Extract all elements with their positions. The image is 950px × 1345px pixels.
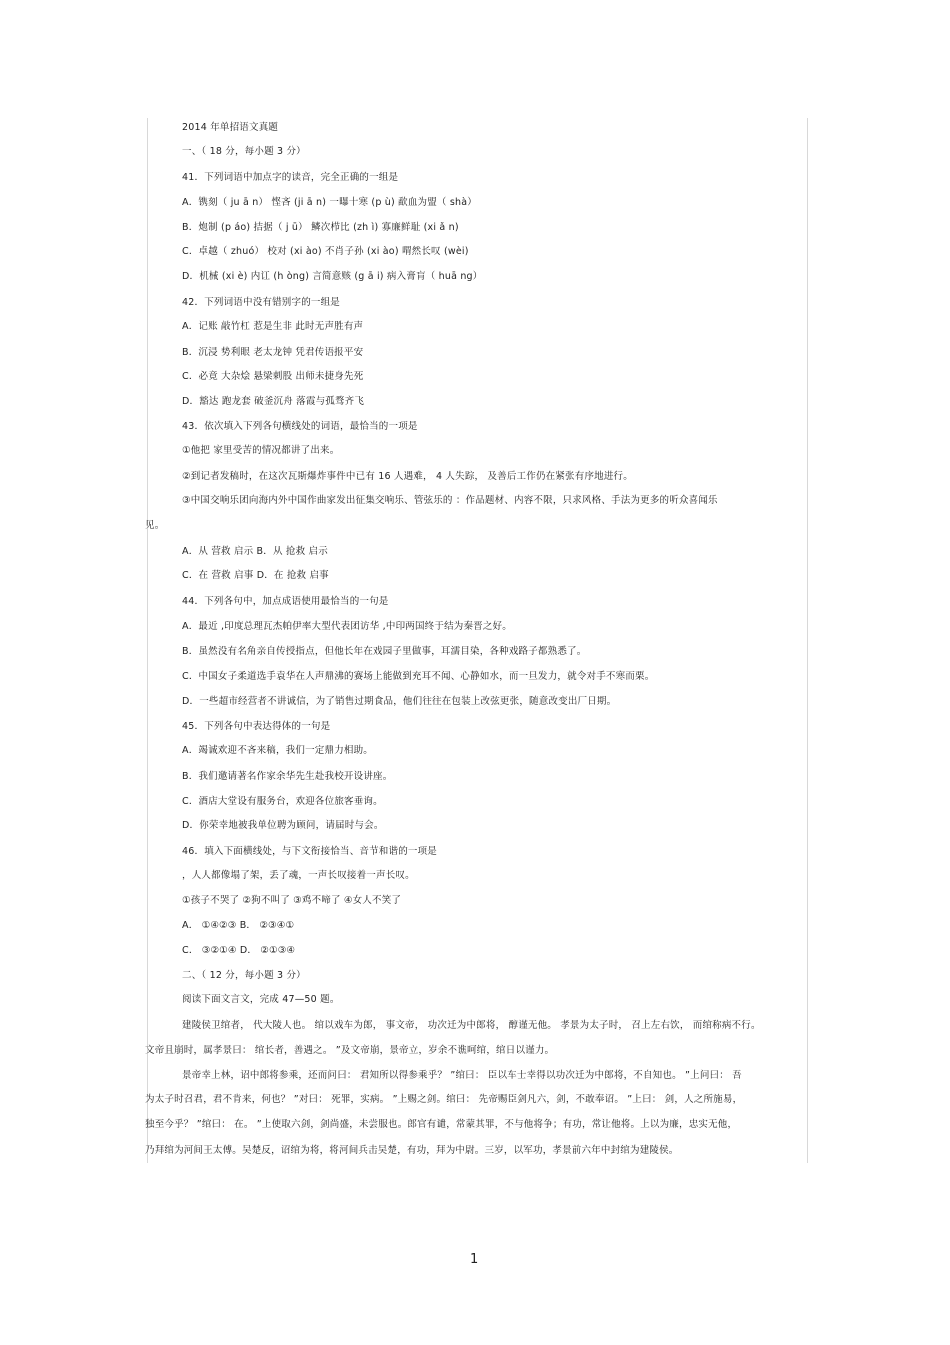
page-number: 1 [470,1252,479,1267]
answer-option: C． ③②①④ D． ②①③④ [182,945,296,956]
answer-option: D．一些超市经营者不讲诚信，为了销售过期食品，他们往往在包装上改弦更张，随意改变出厂日期。 [182,696,617,707]
answer-option: A．竭诚欢迎不吝来稿，我们一定鼎力相助。 [182,745,373,756]
question-sentence: ，人人都像塌了架，丢了魂，一声长叹接着一声长叹。 [182,870,415,881]
question-stem: 44．下列各句中，加点成语使用最恰当的一句是 [182,596,389,607]
answer-option: A．从 营救 启示 B．从 抢救 启示 [182,546,328,557]
document-title: 2014 年单招语文真题 [182,122,279,133]
answer-option: B．沉浸 势利眼 老太龙钟 凭君传语报平安 [182,347,364,358]
question-stem: 41．下列词语中加点字的读音，完全正确的一组是 [182,172,399,183]
question-sentence: ②到记者发稿时，在这次瓦斯爆炸事件中已有 16 人遇难， 4 人失踪， 及善后工作仍在紧张有序地进行。 [182,471,633,482]
answer-option: D．机械 (xi è) 内讧 (h òng) 言简意赅 (g ā i) 病入膏肓（ huā ng） [182,271,483,282]
answer-option: C．中国女子柔道选手袁华在人声鼎沸的赛场上能做到充耳不闻、心静如水，而一旦发力，就令对手不寒而栗。 [182,671,655,682]
question-sentence: ③中国交响乐团向海内外中国作曲家发出征集交响乐、管弦乐的 ：作品题材、内容不限，只求风格、手法为更多的听众喜闻乐 [182,495,718,506]
answer-option: A．最近 ,印度总理瓦杰帕伊率大型代表团访华 ,中印两国终于结为秦晋之好。 [182,621,512,632]
question-sentence: ①孩子不哭了 ②狗不叫了 ③鸡不啼了 ④女人不笑了 [182,895,402,906]
reading-instruction: 阅读下面文言文，完成 47—50 题。 [182,994,340,1005]
answer-option: D．豁达 跑龙套 破釜沉舟 落霞与孤骛齐飞 [182,396,365,407]
classical-passage-line: 独至今乎？ ”绾曰： 在。 ”上使取六剑，剑尚盛，未尝服也。郎官有谴，常蒙其罪，不与他将争；有功，常让他将。上以为廉，忠实无他， [145,1119,738,1130]
question-sentence: 见。 [145,520,165,531]
left-margin-rule [147,118,148,1163]
answer-option: B．炮制 (p áo) 拮据（ j ū） 鳞次栉比 (zh ì) 寡廉鲜耻 (xi ǎ n) [182,222,459,233]
section-heading: 一、（ 18 分，每小题 3 分） [182,146,306,157]
answer-option: A．镌刻（ ju ā n） 悭吝 (ji ā n) 一曝十寒 (p ù) 歃血为盟（ shà） [182,197,477,208]
answer-option: A．记账 敲竹杠 惹是生非 此时无声胜有声 [182,321,364,332]
answer-option: C．必竟 大杂烩 悬梁刺股 出师未捷身先死 [182,371,364,382]
question-sentence: ①他把 家里受苦的情况都讲了出来。 [182,445,340,456]
answer-option: D．你荣幸地被我单位聘为顾问，请届时与会。 [182,820,384,831]
answer-option: C．在 营救 启事 D．在 抢救 启事 [182,570,329,581]
classical-passage-line: 为太子时召君，君不肯来，何也？ ”对曰： 死罪，实病。 ”上赐之剑。绾曰： 先帝赐臣剑凡六，剑，不敢奉诏。 ”上曰： 剑，人之所施易， [145,1094,743,1105]
section-heading: 二、（ 12 分，每小题 3 分） [182,970,306,981]
question-stem: 45．下列各句中表达得体的一句是 [182,721,331,732]
answer-option: B．虽然没有名角亲自传授指点，但他长年在戏园子里做事，耳濡目染，各种戏路子都熟悉了。 [182,646,587,657]
answer-option: C．卓越（ zhuó） 校对 (xi ào) 不肖子孙 (xi ào) 喟然长叹 (wèi) [182,246,469,257]
right-margin-rule [807,118,808,1163]
classical-passage-line: 文帝且崩时，属孝景曰： 绾长者，善遇之。 ”及文帝崩，景帝立，岁余不谯呵绾，绾日以谨力。 [145,1045,555,1056]
question-stem: 43．依次填入下列各句横线处的词语，最恰当的一项是 [182,421,418,432]
classical-passage-line: 乃拜绾为河间王太傅。吴楚反，诏绾为将，将河间兵击吴楚，有功，拜为中尉。三岁，以军功，孝景前六年中封绾为建陵侯。 [145,1145,679,1156]
answer-option: B．我们邀请著名作家余华先生赴我校开设讲座。 [182,771,393,782]
classical-passage-line: 建陵侯卫绾者， 代大陵人也。 绾以戏车为郎， 事文帝， 功次迁为中郎将， 醇谨无他。 孝景为太子时， 召上左右饮， 而绾称病不行。 [182,1020,761,1031]
question-stem: 46．填入下面横线处，与下文衔接恰当、音节和谐的一项是 [182,846,437,857]
answer-option: C．酒店大堂设有服务台，欢迎各位旅客垂询。 [182,796,383,807]
answer-option: A． ①④②③ B． ②③④① [182,920,295,931]
question-stem: 42．下列词语中没有错别字的一组是 [182,297,340,308]
classical-passage-line: 景帝幸上林，诏中郎将参乘，还而问曰： 君知所以得参乘乎？ ”绾曰： 臣以车士幸得以功次迁为中郎将，不自知也。 ”上问曰： 吾 [182,1070,742,1081]
